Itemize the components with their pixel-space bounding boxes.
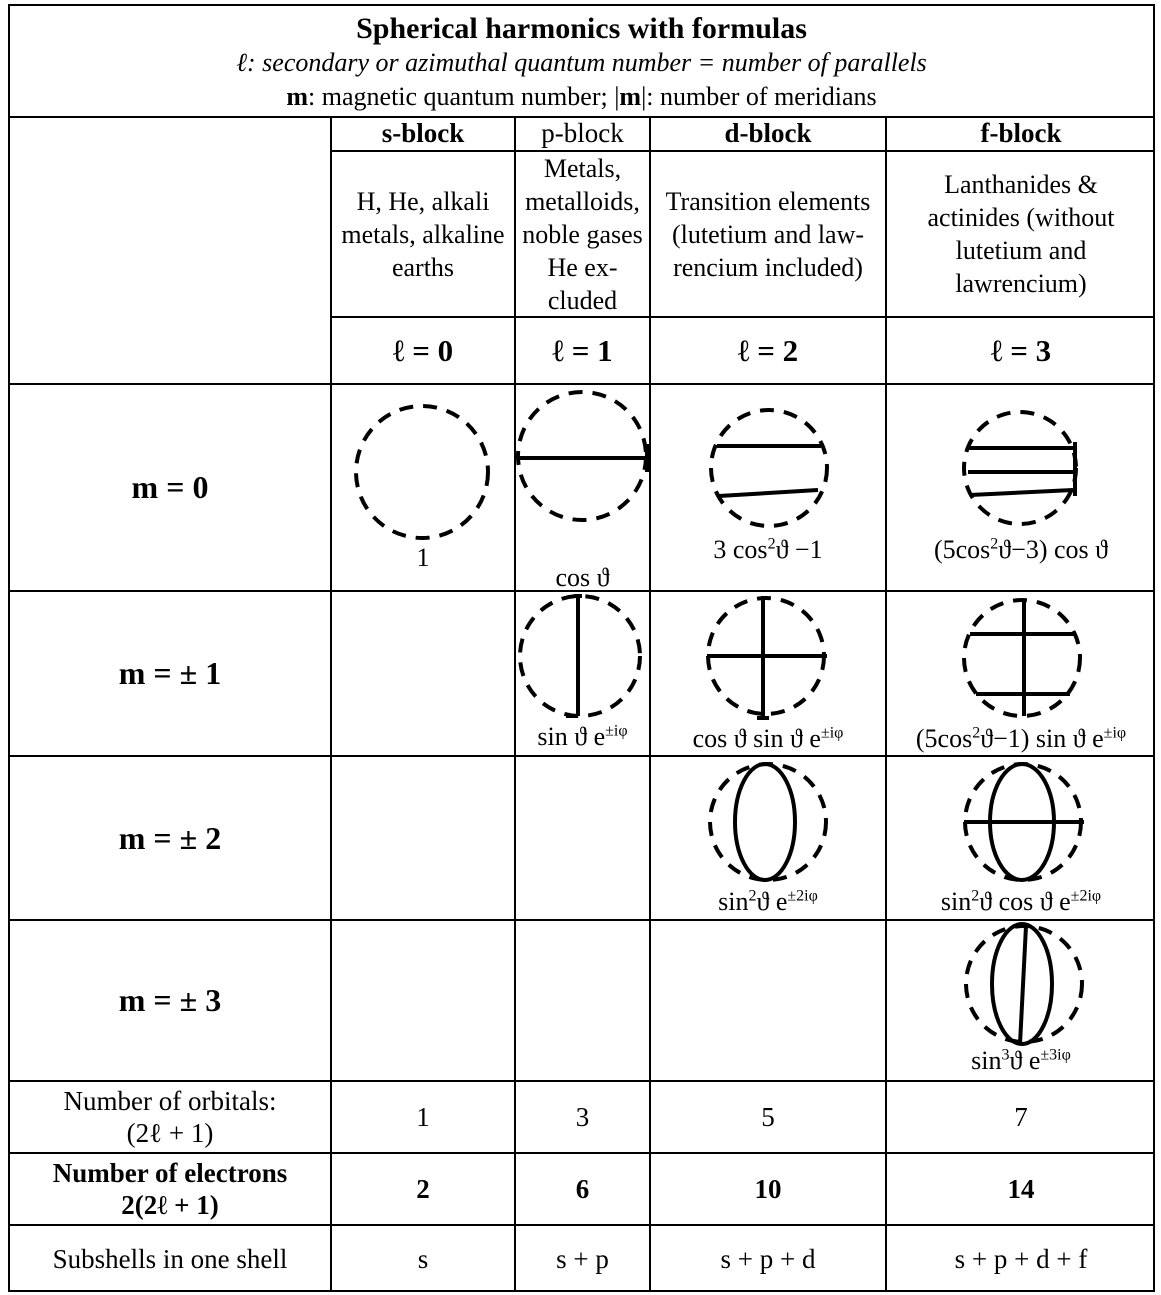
- title-box: [8, 4, 1155, 118]
- desc-p-block: Metals, metalloids, noble gases He ex- cluded: [522, 153, 643, 315]
- orbital-f-m1: [960, 596, 1086, 722]
- row-label-m2: m = ± 2: [118, 819, 222, 856]
- formula-d-m2: $\sin^2ϑ$ $e^{\pm 2i\varphi}$: [718, 887, 818, 916]
- formula-f-m0: $(5\cos^2ϑ-3)$ cos ϑ: [933, 535, 1109, 564]
- desc-f-block: Lanthanides & actinides (without lutetium and lawrencium): [927, 170, 1115, 298]
- orbitals-d: 5: [761, 1101, 775, 1132]
- header-s-block: s-block: [381, 117, 465, 148]
- orbital-s-m0: [352, 402, 492, 542]
- subtitle-m-bold: m: [286, 82, 309, 111]
- electrons-label: Number of electrons: [52, 1158, 288, 1188]
- row-label-m1: m = ± 1: [118, 655, 222, 691]
- formula-f-m1: $(5\cos^2ϑ-1)$ sin ϑ $e^{\pm i\varphi}$: [915, 724, 1127, 753]
- orbitals-s: 1: [416, 1101, 430, 1132]
- subtitle-ell-text: ℓ: secondary or azimuthal quantum number = number of parallels: [236, 48, 927, 77]
- header-f-block: f-block: [980, 117, 1062, 148]
- ell-d: ℓ = 2: [737, 332, 799, 368]
- orbital-d-m2: [705, 758, 835, 888]
- row-label-m3: m = ± 3: [118, 982, 222, 1018]
- orbital-d-m0: [705, 405, 835, 535]
- orbitals-f: 7: [1014, 1101, 1028, 1132]
- subshells-s: s: [417, 1243, 429, 1274]
- orbitals-label-cell: [10, 1082, 330, 1152]
- electrons-label-cell: [10, 1154, 330, 1224]
- header-p-block: p-block: [541, 117, 624, 148]
- subtitle-m-end: |: number of meridians: [641, 82, 877, 111]
- desc-d-block: Transition elements (lutetium and law- rencium included): [665, 186, 871, 282]
- formula-p-m0: cos ϑ: [555, 563, 610, 592]
- subshells-d: s + p + d: [720, 1243, 816, 1274]
- subtitle-m-rest: : magnetic quantum number; |: [308, 82, 620, 111]
- page-title: Spherical harmonics with formulas: [356, 12, 807, 45]
- subshells-label: Subshells in one shell: [52, 1243, 288, 1274]
- formula-s-m0: 1: [416, 543, 430, 572]
- orbital-p-m0: [516, 386, 652, 526]
- subtitle-m-bold-2: m: [619, 82, 642, 111]
- orbital-f-m0: [958, 408, 1088, 528]
- orbital-f-m2: [960, 758, 1090, 888]
- orbital-f-m3: [962, 920, 1088, 1050]
- electrons-formula: 2(2ℓ + 1): [121, 1190, 219, 1220]
- subtitle-ell: [8, 46, 1155, 80]
- orbital-d-m1: [703, 594, 833, 724]
- electrons-d: 10: [754, 1173, 782, 1204]
- formula-d-m1: cos ϑ sin ϑ $e^{\pm i\varphi}$: [692, 724, 844, 753]
- orbital-p-m1: [516, 592, 649, 722]
- ell-s: ℓ = 0: [392, 332, 454, 368]
- formula-f-m3: $\sin^3ϑ$ $e^{\pm 3i\varphi}$: [971, 1046, 1071, 1075]
- electrons-s: 2: [416, 1173, 430, 1204]
- desc-s-block: H, He, alkali metals, alkaline earths: [341, 186, 505, 282]
- electrons-p: 6: [575, 1173, 590, 1204]
- orbitals-label: Number of orbitals:: [63, 1086, 277, 1116]
- formula-f-m2: $\sin^2ϑ$ cos ϑ $e^{\pm 2i\varphi}$: [940, 887, 1102, 916]
- formula-p-m1: sin ϑ $e^{\pm i\varphi}$: [537, 722, 628, 751]
- electrons-f: 14: [1007, 1173, 1035, 1204]
- subshells-p: s + p: [556, 1243, 609, 1274]
- subtitle-m: [8, 80, 1155, 114]
- formula-d-m0: 3 $\cos^2ϑ -1$: [713, 535, 823, 564]
- ell-p: ℓ = 1: [552, 332, 613, 368]
- subshells-f: s + p + d + f: [954, 1243, 1088, 1274]
- row-label-m0: m = 0: [131, 469, 209, 505]
- orbitals-p: 3: [575, 1101, 590, 1132]
- ell-f: ℓ = 3: [990, 332, 1052, 368]
- orbitals-formula: (2ℓ + 1): [126, 1118, 214, 1148]
- header-d-block: d-block: [724, 117, 812, 148]
